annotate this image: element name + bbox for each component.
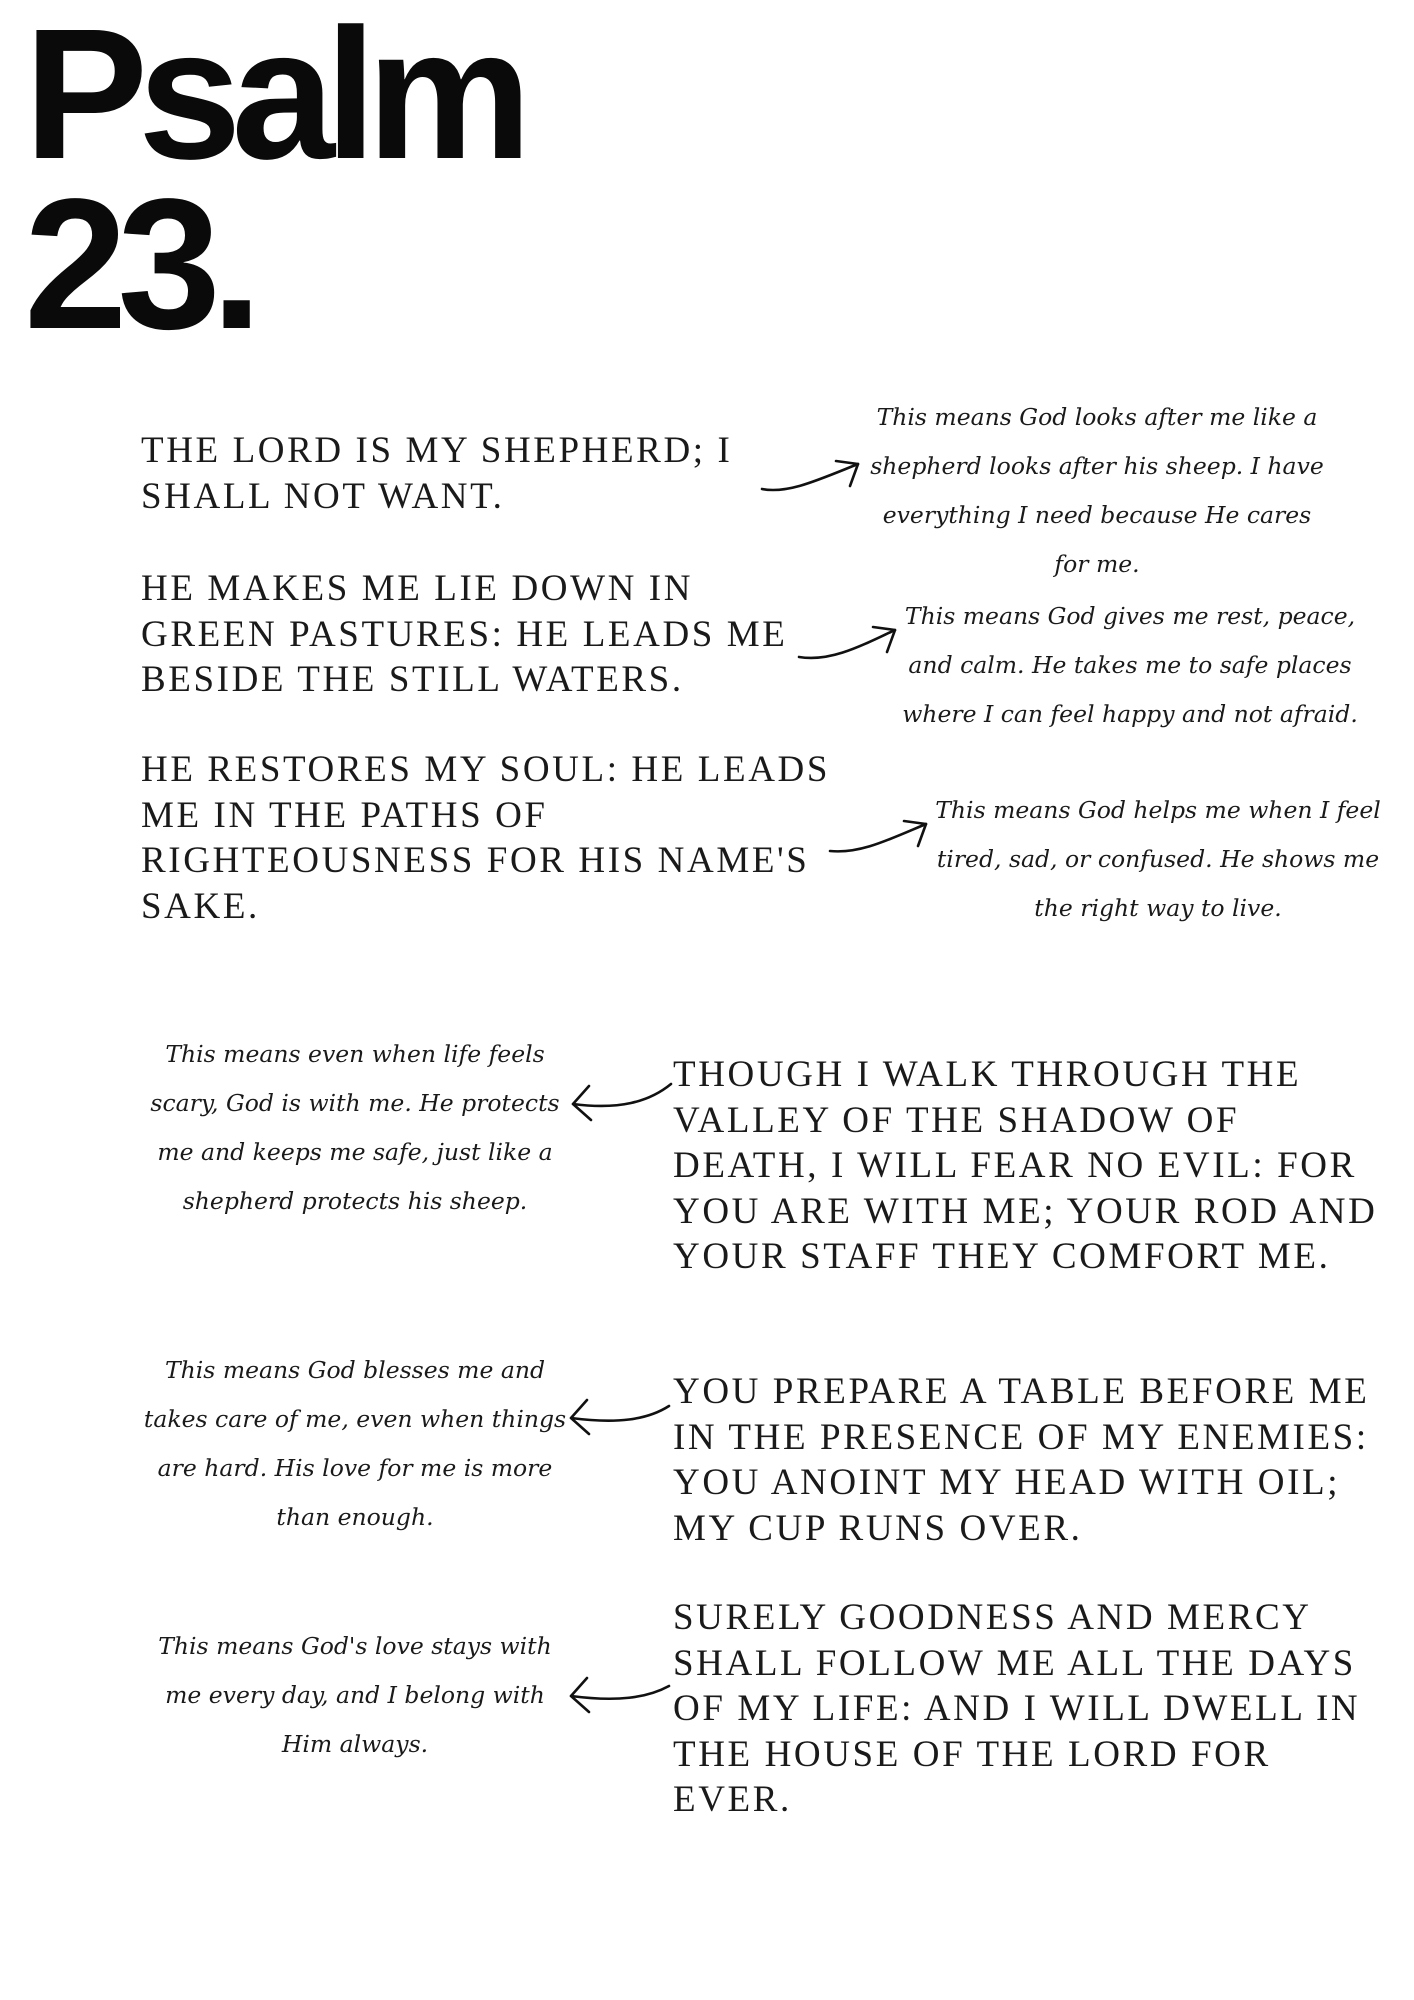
- verse-2-explanation: This means God gives me rest, peace, and calm. He takes me to safe places where I can feel happy and not afraid.: [902, 602, 1358, 728]
- verse-1-explanation: This means God looks after me like a shepherd looks after his sheep. I have everything I need because He cares for me.: [870, 403, 1324, 578]
- verse-4-text: THOUGH I WALK THROUGH THE VALLEY OF THE SHADOW OF DEATH, I WILL FEAR NO EVIL: FOR YOU ARE WITH ME; YOUR ROD AND YOUR STAFF THEY COMFORT ME.: [673, 1054, 1378, 1277]
- verse-1-text: THE LORD IS MY SHEPHERD; I SHALL NOT WANT.: [141, 430, 733, 517]
- page-title: [24, 0, 523, 368]
- left-arrow-icon: [563, 1666, 673, 1716]
- right-arrow-icon: [795, 622, 905, 672]
- title-line-2: 23.: [24, 161, 253, 368]
- verse-5-explanation: This means God blesses me and takes care of me, even when things are hard. His love for me is more than enough.: [143, 1356, 567, 1531]
- right-arrow-icon: [758, 458, 868, 508]
- verse-6-explanation: This means God's love stays with me every day, and I belong with Him always.: [158, 1632, 552, 1758]
- left-arrow-icon: [563, 1392, 673, 1442]
- verse-6-text: SURELY GOODNESS AND MERCY SHALL FOLLOW ME ALL THE DAYS OF MY LIFE: AND I WILL DWELL IN THE HOUSE OF THE LORD FOR EVER.: [673, 1597, 1361, 1820]
- verse-4-explanation: This means even when life feels scary, God is with me. He protects me and keeps me safe, just like a shepherd protects his sheep.: [150, 1040, 560, 1215]
- title-line-1: Psalm: [24, 0, 523, 198]
- verse-5-text: YOU PREPARE A TABLE BEFORE ME IN THE PRESENCE OF MY ENEMIES: YOU ANOINT MY HEAD WITH OIL; MY CUP RUNS OVER.: [673, 1371, 1370, 1549]
- verse-2-text: HE MAKES ME LIE DOWN IN GREEN PASTURES: HE LEADS ME BESIDE THE STILL WATERS.: [141, 568, 788, 700]
- verse-3-text: HE RESTORES MY SOUL: HE LEADS ME IN THE PATHS OF RIGHTEOUSNESS FOR HIS NAME'S SAKE.: [141, 749, 831, 927]
- left-arrow-icon: [565, 1080, 675, 1130]
- verse-3-explanation: This means God helps me when I feel tired, sad, or confused. He shows me the right way to live.: [935, 796, 1381, 922]
